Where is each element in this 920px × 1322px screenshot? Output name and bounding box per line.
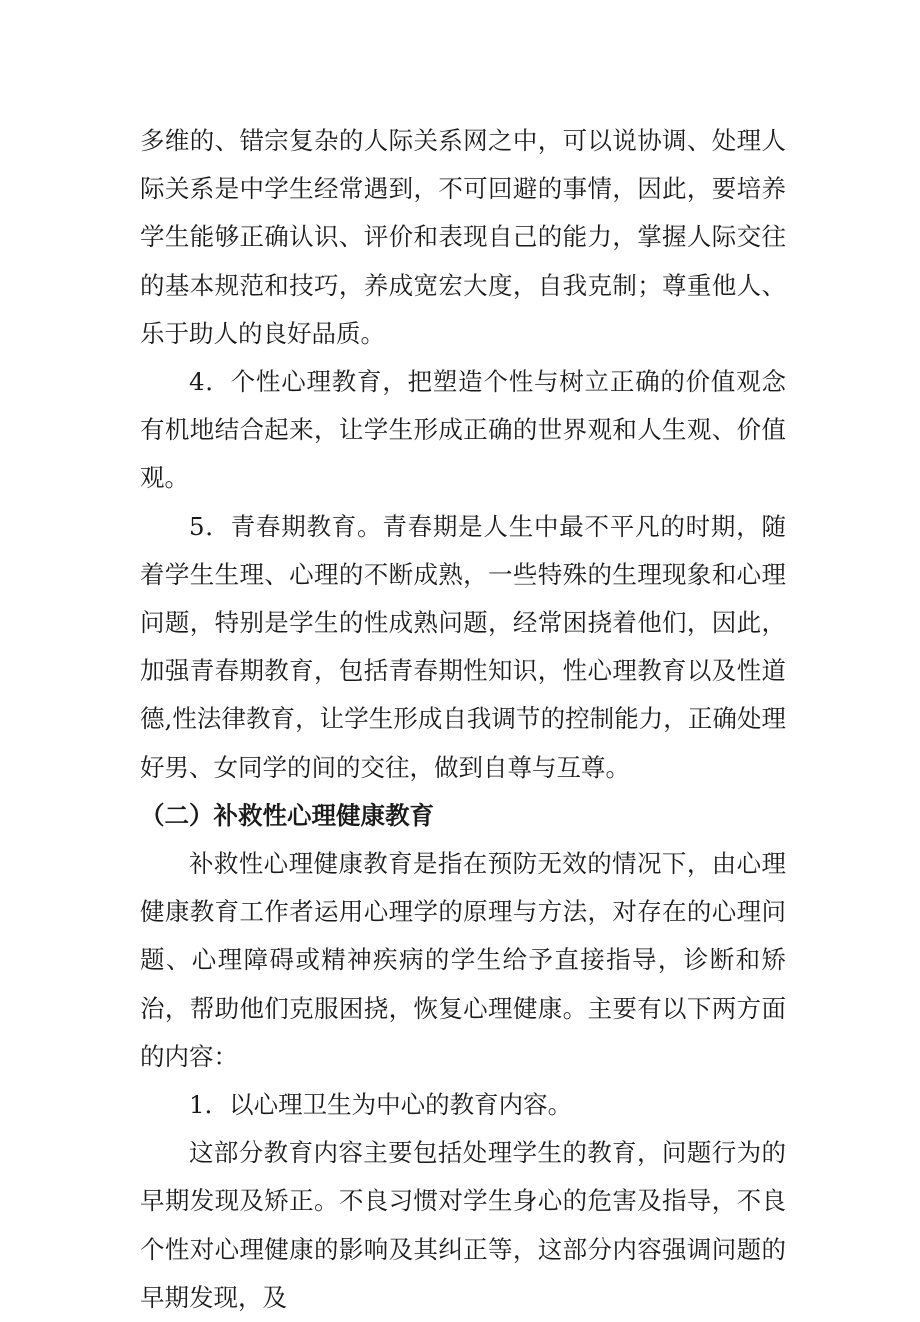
paragraph-item-1-mental-hygiene: 1．以心理卫生为中心的教育内容。 — [189, 1090, 573, 1120]
paragraph-item-4-personality-education: 4．个性心理教育，把塑造个性与树立正确的价值观念有机地结合起来，让学生形成正确的世界观和人生观、价值观。 — [140, 367, 786, 493]
section-heading: （二）补救性心理健康教育 — [140, 800, 434, 830]
document-body — [140, 117, 786, 1322]
paragraph-remedial-education: 补救性心理健康教育是指在预防无效的情况下，由心理健康教育工作者运用心理学的原理与方法，对存在的心理问题、心理障碍或精神疾病的学生给予直接指导，诊断和矫治，帮助他们克服困挠，恢复心理健康。主要有以下两方面的内容： — [140, 849, 786, 1071]
paragraph-content-description: 这部分教育内容主要包括处理学生的教育，问题行为的早期发现及矫正。不良习惯对学生身心的危害及指导，不良个性对心理健康的影响及其纠正等，这部分内容强调问题的早期发现，及 — [140, 1138, 786, 1312]
paragraph-item-5-adolescence-education: 5．青春期教育。青春期是人生中最不平凡的时期，随着学生生理、心理的不断成熟，一些特殊的生理现象和心理问题，特别是学生的性成熟问题，经常困挠着他们，因此，加强青春期教育，包括青春期性知识，性心理教育以及性道德,性法律教育，让学生形成自我调节的控制能力，正确处理好男、女同学的间的交往，做到自尊与互尊。 — [140, 511, 786, 782]
paragraph-continuation: 多维的、错宗复杂的人际关系网之中，可以说协调、处理人际关系是中学生经常遇到，不可回避的事情，因此，要培养学生能够正确认识、评价和表现自己的能力，掌握人际交往的基本规范和技巧，养成宽宏大度，自我克制；尊重他人、乐于助人的良好品质。 — [140, 126, 786, 348]
